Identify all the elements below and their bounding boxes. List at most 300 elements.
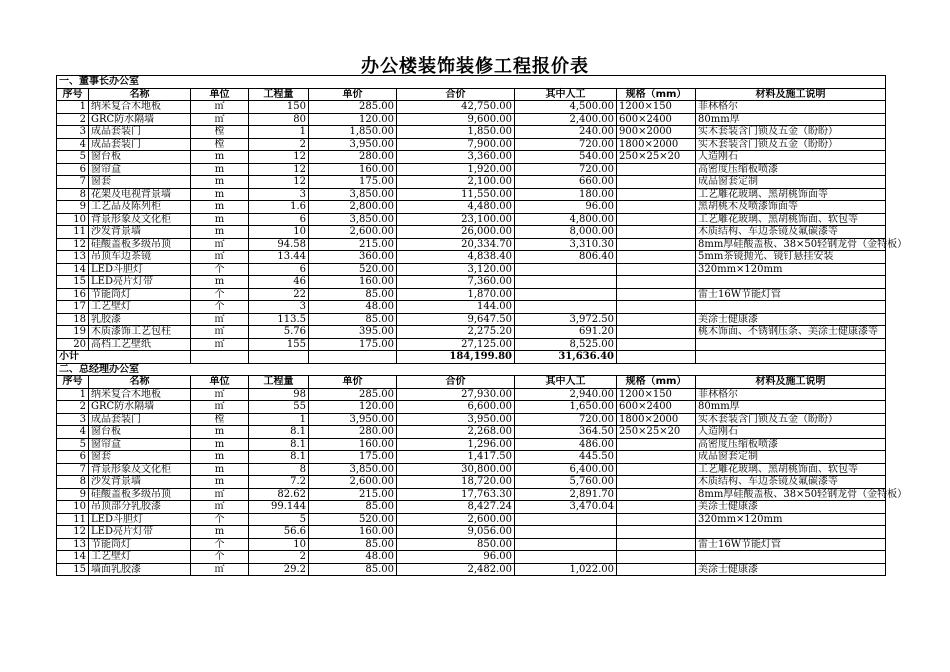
spec [617, 301, 696, 314]
subtotal-label: 小计 [57, 351, 191, 364]
labor-cost [515, 551, 617, 564]
table-row [57, 413, 886, 426]
column-header: 单位 [191, 376, 249, 389]
item-name: 花架及电视背景墙 [89, 188, 191, 201]
total-price: 9,056.00 [397, 526, 515, 539]
unit-price: 3,850.00 [309, 188, 397, 201]
spec: 1200×150 [617, 101, 696, 114]
table-row [57, 151, 886, 164]
labor-cost: 540.00 [515, 151, 617, 164]
item-name: 工艺品及陈列柜 [89, 201, 191, 214]
unit: 个 [191, 301, 249, 314]
spec [617, 438, 696, 451]
row-index: 7 [57, 463, 89, 476]
labor-cost: 720.00 [515, 138, 617, 151]
row-index: 10 [57, 501, 89, 514]
material-note: 5mm茶镜抛光、镜钉悬挂安装 [696, 251, 886, 264]
item-name: 窗台板 [89, 426, 191, 439]
table-row [57, 226, 886, 239]
spec [617, 251, 696, 264]
item-name: 墙面乳胶漆 [89, 563, 191, 576]
spec [617, 276, 696, 289]
spec [617, 226, 696, 239]
item-name: 吊顶车边茶镜 [89, 251, 191, 264]
quantity: 94.58 [249, 238, 309, 251]
quantity: 12 [249, 151, 309, 164]
spec [617, 201, 696, 214]
labor-cost: 691.20 [515, 326, 617, 339]
labor-cost: 720.00 [515, 163, 617, 176]
column-header: 名称 [89, 88, 191, 101]
labor-cost: 96.00 [515, 201, 617, 214]
labor-cost: 2,400.00 [515, 113, 617, 126]
material-note: 雷士16W节能灯管 [696, 288, 886, 301]
material-note: 美涂士健康漆 [696, 501, 886, 514]
quantity: 13.44 [249, 251, 309, 264]
item-name: 窗套 [89, 176, 191, 189]
unit-price: 2,800.00 [309, 201, 397, 214]
item-name: 窗台板 [89, 151, 191, 164]
spec [617, 451, 696, 464]
total-price: 1,920.00 [397, 163, 515, 176]
material-note: 美涂士健康漆 [696, 313, 886, 326]
table-row [57, 451, 886, 464]
table-row [57, 101, 886, 114]
material-note: 雷士16W节能灯管 [696, 538, 886, 551]
column-header: 规格（mm） [617, 376, 696, 389]
row-index: 9 [57, 488, 89, 501]
total-price: 8,427.24 [397, 501, 515, 514]
table-row [57, 113, 886, 126]
quantity: 22 [249, 288, 309, 301]
material-note: 8mm厚硅酸盖板、38×50轻钢龙骨（金特板） [696, 238, 886, 251]
column-header: 序号 [57, 88, 89, 101]
quantity: 3 [249, 188, 309, 201]
unit: ㎡ [191, 388, 249, 401]
total-price: 42,750.00 [397, 101, 515, 114]
total-price: 2,268.00 [397, 426, 515, 439]
row-index: 13 [57, 251, 89, 264]
item-name: 成品套装门 [89, 126, 191, 139]
total-price: 2,482.00 [397, 563, 515, 576]
unit-price: 285.00 [309, 101, 397, 114]
column-header: 单价 [309, 376, 397, 389]
column-header: 名称 [89, 376, 191, 389]
column-header: 工程量 [249, 376, 309, 389]
spec [617, 188, 696, 201]
item-name: 纳米复合木地板 [89, 388, 191, 401]
row-index: 17 [57, 301, 89, 314]
table-row [57, 288, 886, 301]
spec [617, 338, 696, 351]
unit: m [191, 226, 249, 239]
quantity: 7.2 [249, 476, 309, 489]
labor-cost [515, 513, 617, 526]
quantity: 12 [249, 163, 309, 176]
row-index: 14 [57, 263, 89, 276]
table-row [57, 213, 886, 226]
empty-cell [617, 351, 696, 364]
table-row [57, 388, 886, 401]
total-price: 9,647.50 [397, 313, 515, 326]
material-note: 木质结构、车边茶镜及氟碳漆等 [696, 476, 886, 489]
unit: m [191, 151, 249, 164]
spec: 600×2400 [617, 401, 696, 414]
row-index: 12 [57, 526, 89, 539]
labor-cost: 8,000.00 [515, 226, 617, 239]
unit-price: 3,950.00 [309, 413, 397, 426]
item-name: 窗帘盒 [89, 438, 191, 451]
column-header: 单价 [309, 88, 397, 101]
row-index: 6 [57, 163, 89, 176]
labor-cost: 8,525.00 [515, 338, 617, 351]
labor-cost: 180.00 [515, 188, 617, 201]
unit-price: 160.00 [309, 163, 397, 176]
quantity: 5 [249, 513, 309, 526]
unit: ㎡ [191, 326, 249, 339]
spec [617, 476, 696, 489]
total-price: 26,000.00 [397, 226, 515, 239]
material-note [696, 526, 886, 539]
unit: 樘 [191, 138, 249, 151]
labor-cost [515, 526, 617, 539]
labor-cost [515, 263, 617, 276]
table-row [57, 251, 886, 264]
material-note [696, 301, 886, 314]
item-name: 纳米复合木地板 [89, 101, 191, 114]
row-index: 15 [57, 563, 89, 576]
total-price: 4,838.40 [397, 251, 515, 264]
labor-cost [515, 301, 617, 314]
total-price: 3,950.00 [397, 413, 515, 426]
labor-cost: 4,800.00 [515, 213, 617, 226]
row-index: 11 [57, 513, 89, 526]
material-note: 美涂士健康漆 [696, 563, 886, 576]
column-header: 材料及施工说明 [696, 88, 886, 101]
column-header: 其中人工 [515, 88, 617, 101]
unit: m [191, 438, 249, 451]
material-note: 实木套装含门锁及五金（盼盼） [696, 126, 886, 139]
table-row [57, 276, 886, 289]
material-note: 人造刚石 [696, 151, 886, 164]
unit: 个 [191, 288, 249, 301]
row-index: 2 [57, 401, 89, 414]
quantity: 12 [249, 176, 309, 189]
total-price: 18,720.00 [397, 476, 515, 489]
unit-price: 160.00 [309, 438, 397, 451]
row-index: 10 [57, 213, 89, 226]
total-price: 3,120.00 [397, 263, 515, 276]
unit: m [191, 526, 249, 539]
spec: 900×2000 [617, 126, 696, 139]
spec [617, 288, 696, 301]
unit: 个 [191, 538, 249, 551]
column-header: 规格（mm） [617, 88, 696, 101]
table-row [57, 126, 886, 139]
unit-price: 520.00 [309, 263, 397, 276]
spec: 1200×150 [617, 388, 696, 401]
quantity: 8.1 [249, 438, 309, 451]
unit-price: 85.00 [309, 313, 397, 326]
material-note: 实木套装含门锁及五金（盼盼） [696, 138, 886, 151]
unit: 樘 [191, 413, 249, 426]
quantity: 1.6 [249, 201, 309, 214]
unit: ㎡ [191, 563, 249, 576]
total-price: 1,417.50 [397, 451, 515, 464]
unit: m [191, 163, 249, 176]
unit: 个 [191, 263, 249, 276]
spec [617, 563, 696, 576]
quantity: 150 [249, 101, 309, 114]
quotation-table [56, 75, 908, 576]
material-note: 黑胡桃木及喷漆饰面等 [696, 201, 886, 214]
material-note [696, 551, 886, 564]
table-row [57, 426, 886, 439]
unit-price: 2,600.00 [309, 476, 397, 489]
total-price: 23,100.00 [397, 213, 515, 226]
unit: ㎡ [191, 113, 249, 126]
item-name: 沙发背景墙 [89, 476, 191, 489]
row-index: 8 [57, 188, 89, 201]
material-note: 工艺雕花玻璃、黑胡桃饰面等 [696, 188, 886, 201]
column-header: 合价 [397, 88, 515, 101]
unit: m [191, 476, 249, 489]
table-row [57, 201, 886, 214]
subtotal-labor: 31,636.40 [515, 351, 617, 364]
material-note: 工艺雕花玻璃、黑胡桃饰面、软包等 [696, 213, 886, 226]
unit: m [191, 276, 249, 289]
row-index: 5 [57, 438, 89, 451]
item-name: LED亮片灯带 [89, 276, 191, 289]
unit-price: 175.00 [309, 451, 397, 464]
material-note: 高密度压缩板喷漆 [696, 438, 886, 451]
unit: m [191, 176, 249, 189]
labor-cost [515, 288, 617, 301]
table-row [57, 501, 886, 514]
table-row [57, 488, 886, 501]
unit-price: 2,600.00 [309, 226, 397, 239]
unit-price: 215.00 [309, 238, 397, 251]
unit-price: 280.00 [309, 426, 397, 439]
subtotal-total: 184,199.80 [397, 351, 515, 364]
item-name: LED斗胆灯 [89, 263, 191, 276]
material-note: 高密度压缩板喷漆 [696, 163, 886, 176]
item-name: 工艺壁灯 [89, 551, 191, 564]
item-name: 工艺壁灯 [89, 301, 191, 314]
total-price: 27,125.00 [397, 338, 515, 351]
unit: ㎡ [191, 338, 249, 351]
item-name: 背景形象及文化柜 [89, 213, 191, 226]
quantity: 113.5 [249, 313, 309, 326]
item-name: 节能筒灯 [89, 538, 191, 551]
unit-price: 85.00 [309, 501, 397, 514]
table-row [57, 238, 886, 251]
quantity: 98 [249, 388, 309, 401]
quantity: 46 [249, 276, 309, 289]
material-note: 木质结构、车边茶镜及氟碳漆等 [696, 226, 886, 239]
column-header: 单位 [191, 88, 249, 101]
quantity: 8.1 [249, 426, 309, 439]
unit: 樘 [191, 126, 249, 139]
material-note: 工艺雕花玻璃、黑胡桃饰面、软包等 [696, 463, 886, 476]
labor-cost: 486.00 [515, 438, 617, 451]
spec [617, 501, 696, 514]
table-row [57, 538, 886, 551]
labor-cost: 445.50 [515, 451, 617, 464]
item-name: 硅酸盖板多级吊顶 [89, 488, 191, 501]
row-index: 13 [57, 538, 89, 551]
unit-price: 3,850.00 [309, 463, 397, 476]
quantity: 1 [249, 126, 309, 139]
unit-price: 3,850.00 [309, 213, 397, 226]
empty-cell [696, 351, 886, 364]
table-row [57, 401, 886, 414]
total-price: 1,296.00 [397, 438, 515, 451]
spec [617, 526, 696, 539]
section-title-row [57, 76, 886, 89]
quantity: 80 [249, 113, 309, 126]
row-index: 3 [57, 413, 89, 426]
quantity: 6 [249, 213, 309, 226]
total-price: 2,100.00 [397, 176, 515, 189]
labor-cost: 3,972.50 [515, 313, 617, 326]
column-header: 合价 [397, 376, 515, 389]
unit: 个 [191, 551, 249, 564]
item-name: 窗帘盒 [89, 163, 191, 176]
quantity: 8 [249, 463, 309, 476]
quantity: 2 [249, 138, 309, 151]
material-note: 8mm厚硅酸盖板、38×50轻钢龙骨（金特板） [696, 488, 886, 501]
table-row [57, 313, 886, 326]
material-note: 80mm厚 [696, 401, 886, 414]
row-index: 19 [57, 326, 89, 339]
quantity: 5.76 [249, 326, 309, 339]
quantity: 3 [249, 301, 309, 314]
material-note: 成品窗套定制 [696, 451, 886, 464]
row-index: 4 [57, 426, 89, 439]
unit-price: 160.00 [309, 276, 397, 289]
material-note [696, 276, 886, 289]
row-index: 6 [57, 451, 89, 464]
material-note [696, 338, 886, 351]
material-note: 成品窗套定制 [696, 176, 886, 189]
section-title: 二、总经理办公室 [57, 363, 886, 376]
total-price: 96.00 [397, 551, 515, 564]
total-price: 850.00 [397, 538, 515, 551]
row-index: 2 [57, 113, 89, 126]
unit: m [191, 451, 249, 464]
row-index: 18 [57, 313, 89, 326]
unit-price: 120.00 [309, 401, 397, 414]
spec: 1800×2000 [617, 138, 696, 151]
section-title-row [57, 363, 886, 376]
unit-price: 280.00 [309, 151, 397, 164]
spec [617, 163, 696, 176]
spec [617, 513, 696, 526]
unit-price: 360.00 [309, 251, 397, 264]
quantity: 55 [249, 401, 309, 414]
labor-cost: 1,022.00 [515, 563, 617, 576]
row-index: 3 [57, 126, 89, 139]
total-price: 2,275.20 [397, 326, 515, 339]
quantity: 99.144 [249, 501, 309, 514]
table-row [57, 563, 886, 576]
quantity: 6 [249, 263, 309, 276]
total-price: 27,930.00 [397, 388, 515, 401]
table-row [57, 188, 886, 201]
item-name: 吊顶部分乳胶漆 [89, 501, 191, 514]
quantity: 10 [249, 226, 309, 239]
item-name: 成品套装门 [89, 138, 191, 151]
table-row [57, 551, 886, 564]
labor-cost: 2,940.00 [515, 388, 617, 401]
item-name: 乳胶漆 [89, 313, 191, 326]
labor-cost [515, 276, 617, 289]
column-header: 工程量 [249, 88, 309, 101]
table-row [57, 526, 886, 539]
column-header: 其中人工 [515, 376, 617, 389]
quantity: 56.6 [249, 526, 309, 539]
table-row [57, 513, 886, 526]
labor-cost: 3,470.04 [515, 501, 617, 514]
total-price: 1,850.00 [397, 126, 515, 139]
row-index: 16 [57, 288, 89, 301]
total-price: 9,600.00 [397, 113, 515, 126]
table-row [57, 263, 886, 276]
item-name: GRC防水隔墙 [89, 113, 191, 126]
total-price: 6,600.00 [397, 401, 515, 414]
unit: ㎡ [191, 251, 249, 264]
material-note: 80mm厚 [696, 113, 886, 126]
quantity: 10 [249, 538, 309, 551]
spec [617, 213, 696, 226]
table-row [57, 476, 886, 489]
table-row [57, 163, 886, 176]
total-price: 4,480.00 [397, 201, 515, 214]
unit-price: 175.00 [309, 338, 397, 351]
unit: m [191, 426, 249, 439]
spec: 600×2400 [617, 113, 696, 126]
total-price: 30,800.00 [397, 463, 515, 476]
labor-cost: 240.00 [515, 126, 617, 139]
row-index: 15 [57, 276, 89, 289]
material-note: 320mm×120mm [696, 263, 886, 276]
quantity: 29.2 [249, 563, 309, 576]
spec: 1800×2000 [617, 413, 696, 426]
labor-cost: 6,400.00 [515, 463, 617, 476]
unit-price: 3,950.00 [309, 138, 397, 151]
unit-price: 85.00 [309, 563, 397, 576]
spec [617, 551, 696, 564]
material-note: 人造刚石 [696, 426, 886, 439]
material-note: 桃木饰面、不锈钢压条、美涂士健康漆等 [696, 326, 886, 339]
unit-price: 48.00 [309, 301, 397, 314]
column-header-row [57, 376, 886, 389]
total-price: 7,900.00 [397, 138, 515, 151]
unit-price: 48.00 [309, 551, 397, 564]
table-row [57, 301, 886, 314]
labor-cost [515, 538, 617, 551]
quantity: 2 [249, 551, 309, 564]
unit-price: 85.00 [309, 288, 397, 301]
spec [617, 538, 696, 551]
labor-cost: 5,760.00 [515, 476, 617, 489]
labor-cost: 660.00 [515, 176, 617, 189]
labor-cost: 4,500.00 [515, 101, 617, 114]
unit: ㎡ [191, 501, 249, 514]
row-index: 9 [57, 201, 89, 214]
item-name: 高档工艺壁纸 [89, 338, 191, 351]
